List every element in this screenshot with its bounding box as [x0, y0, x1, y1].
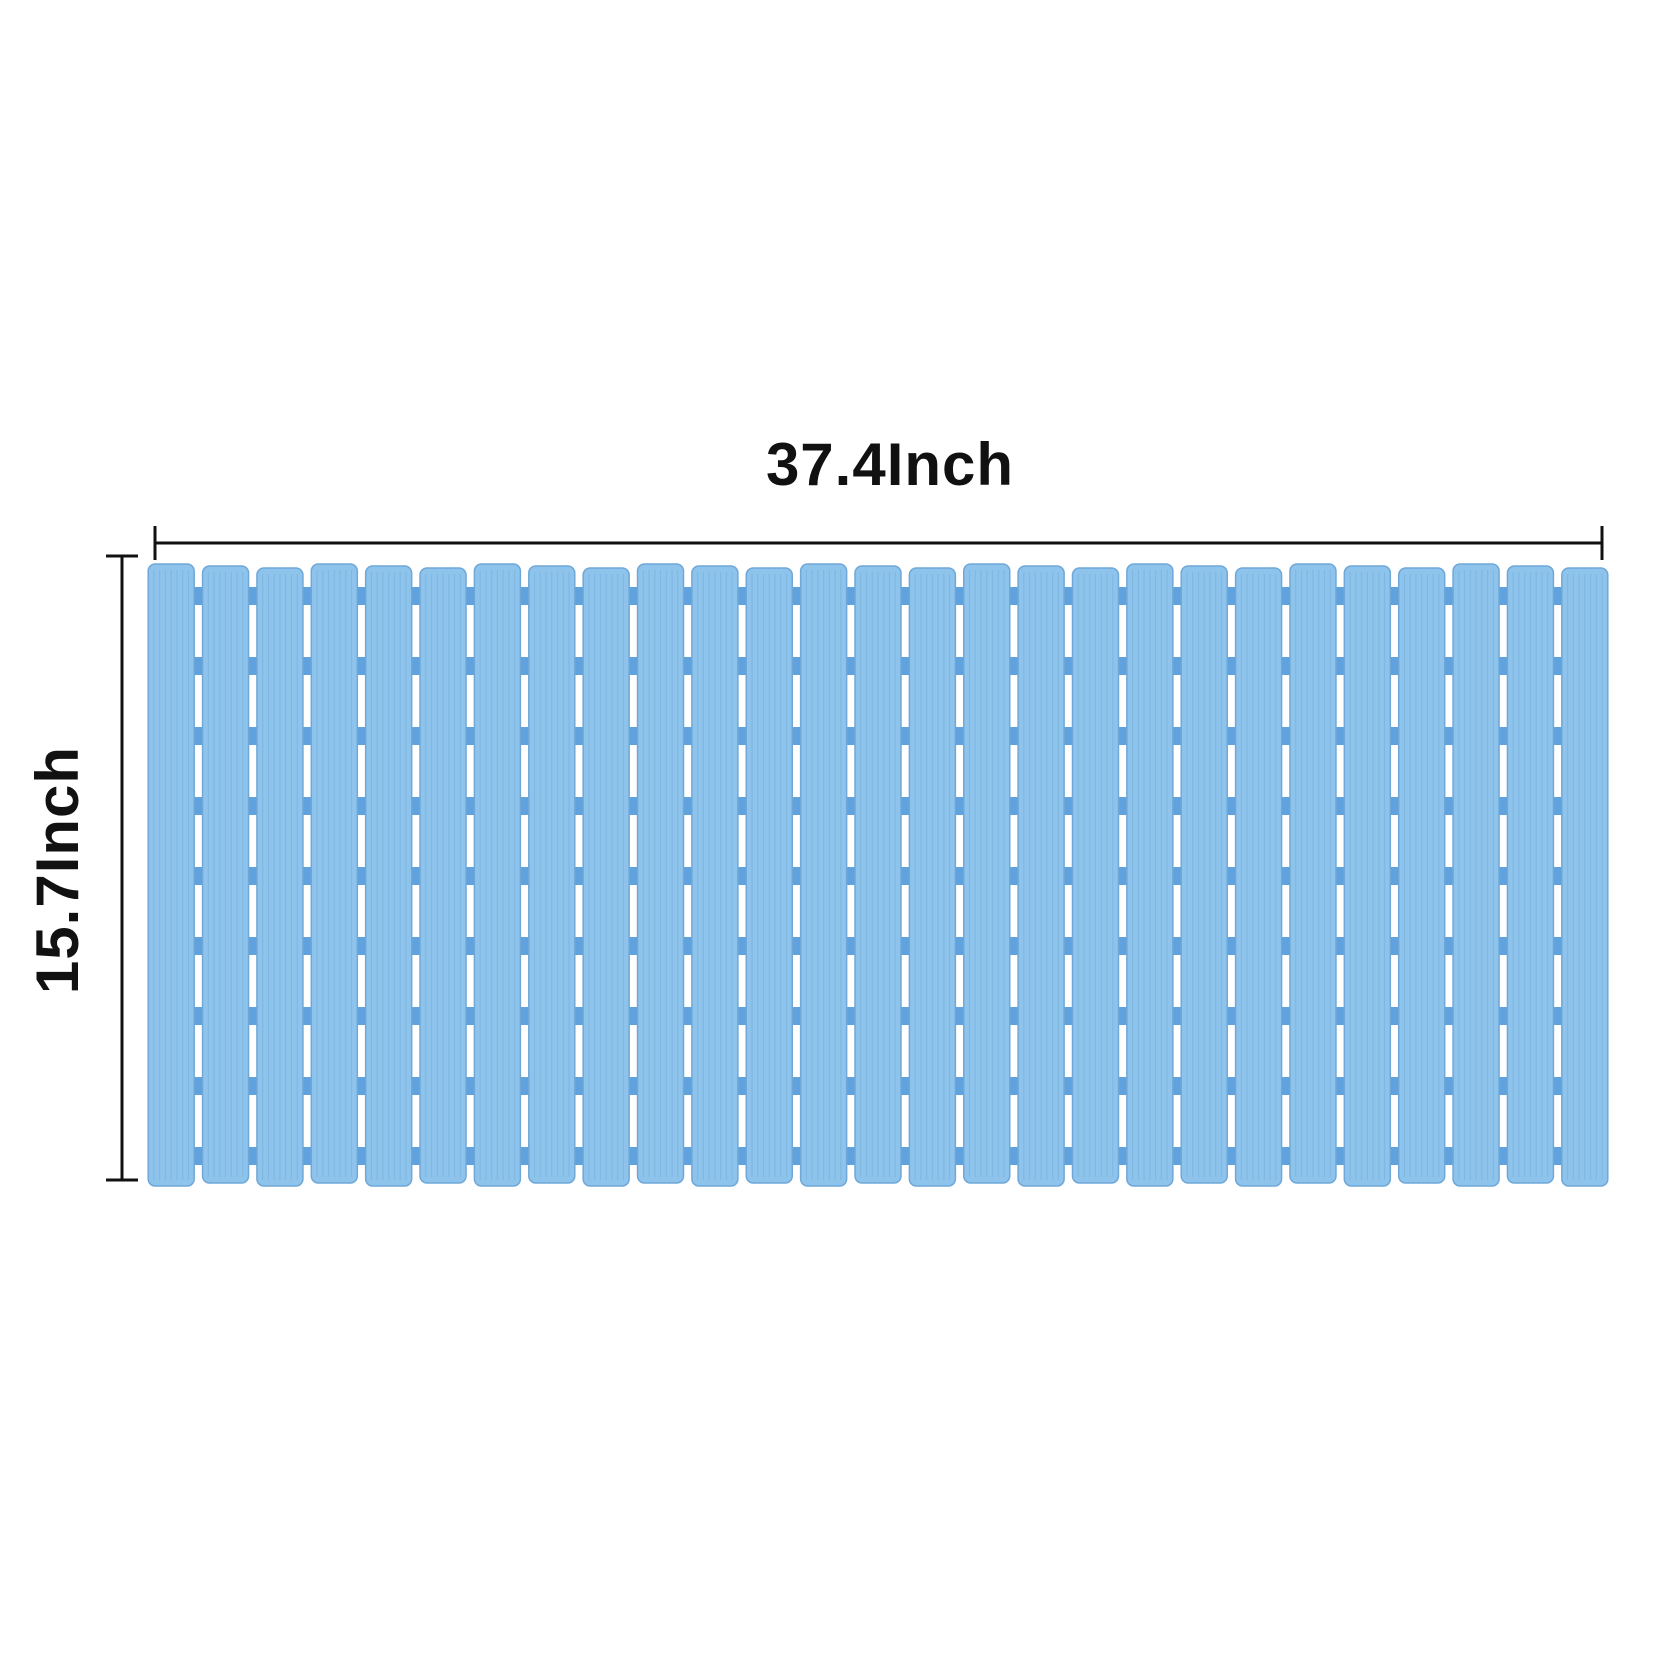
height-dimension-label: 15.7Inch — [24, 745, 91, 995]
slat — [529, 566, 575, 1183]
slat — [1127, 564, 1173, 1186]
width-dimension-label: 37.4Inch — [765, 431, 1015, 498]
slat — [746, 568, 792, 1183]
slat — [1507, 566, 1553, 1183]
slat — [1072, 568, 1118, 1183]
slat — [855, 566, 901, 1183]
slat — [257, 568, 303, 1186]
slat — [1181, 566, 1227, 1183]
slat — [638, 564, 684, 1183]
slat — [366, 566, 412, 1186]
mat-slats — [148, 564, 1608, 1186]
slat — [909, 568, 955, 1186]
slat — [1290, 564, 1336, 1183]
slat — [964, 564, 1010, 1183]
slat — [203, 566, 249, 1183]
slat — [1399, 568, 1445, 1183]
slat — [692, 566, 738, 1186]
slat — [1453, 564, 1499, 1186]
width-dimension-line — [155, 526, 1602, 560]
height-dimension-line — [106, 556, 138, 1180]
slat — [1344, 566, 1390, 1186]
slat — [1018, 566, 1064, 1186]
slat — [311, 564, 357, 1183]
slat — [474, 564, 520, 1186]
slat — [1562, 568, 1608, 1186]
slat — [420, 568, 466, 1183]
slat — [801, 564, 847, 1186]
slat — [148, 564, 194, 1186]
slat — [1236, 568, 1282, 1186]
slat — [583, 568, 629, 1186]
